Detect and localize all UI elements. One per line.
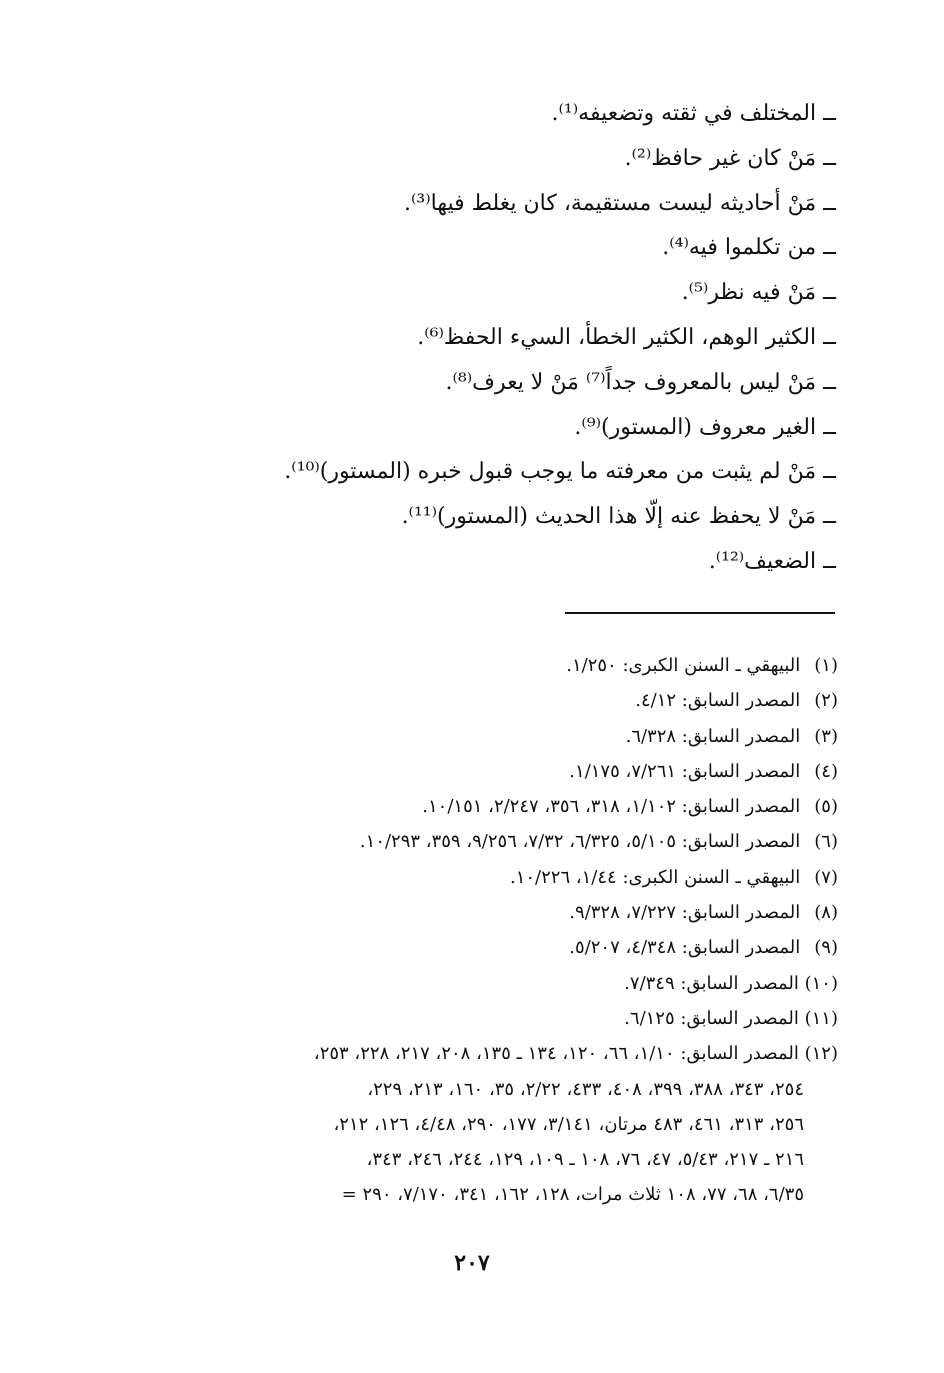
list-item: ــ الضعيف⁽¹²⁾. [708, 548, 836, 574]
footnote-number: (١) [814, 655, 838, 676]
footnote-text: المصدر السابق: ٥/١٠٥، ٦/٣٢٥، ٧/٣٢، ٩/٢٥٦، ٣٥٩، ١٠/٢٩٣. [359, 831, 801, 853]
footnote-text: المصدر السابق: ٧/٢٦١، ١/١٧٥. [569, 760, 801, 782]
list-item: ــ مَنْ كان غير حافظ⁽²⁾. [624, 145, 836, 171]
list-item: ــ من تكلموا فيه⁽⁴⁾. [662, 235, 836, 261]
footnote-text: المصدر السابق: ٤/٣٤٨، ٥/٢٠٧. [569, 937, 801, 959]
list-item: ــ مَنْ لا يحفظ عنه إلّا هذا الحديث (المستور)⁽¹¹⁾. [401, 504, 836, 530]
footnote [98, 966, 838, 1001]
footnote [98, 895, 838, 930]
footnote-text: المصدر السابق: ١/١٠٢، ٣١٨، ٣٥٦، ٢/٢٤٧، ١٠/١٥١. [422, 796, 801, 818]
footnote-text: المصدر السابق: ٤/١٢. [635, 690, 801, 712]
list-item: ــ مَنْ أحاديثه ليست مستقيمة، كان يغلط فيها⁽³⁾. [403, 190, 836, 216]
footnote-continuation: ٦/٣٥، ٦٨، ٧٧، ١٠٨ ثلاث مرات، ١٢٨، ١٦٢، ٣٤١، ٧/١٧٠، ٢٩٠ = [341, 1184, 804, 1206]
footnote [98, 789, 838, 824]
footnote-number: (٧) [814, 866, 838, 888]
footnote [98, 860, 838, 895]
footnote-continuation: ٢٥٦، ٣١٣، ٤٦١، ٤٨٣ مرتان، ٣/١٤١، ١٧٧، ٢٩٠، ٤/٤٨، ١٢٦، ٢١٢، [333, 1113, 804, 1135]
footnote-continuation: ٢٥٤، ٣٤٣، ٣٨٨، ٣٩٩، ٤٠٨، ٤٣٣، ٢/٢٢، ٣٥، ١٦٠، ٢١٣، ٢٢٩، [367, 1078, 804, 1100]
footnote [98, 930, 838, 965]
footnote [98, 1001, 838, 1036]
footnotes-list [98, 648, 838, 1213]
footnote-text: المصدر السابق: ٧/٢٢٧، ٩/٣٢٨. [569, 902, 801, 924]
footnote-number: (٥) [814, 796, 838, 818]
footnote-divider [565, 612, 835, 614]
list-item: ــ مَنْ فيه نظر⁽⁵⁾. [681, 280, 836, 306]
footnote-number: (٨) [814, 902, 838, 924]
footnote-text: البيهقي ـ السنن الكبرى: ١/٤٤، ١٠/٢٢٦. [509, 866, 801, 888]
footnote-text: البيهقي ـ السنن الكبرى: ١/٢٥٠. [566, 655, 801, 676]
footnote-number: (٤) [814, 760, 838, 782]
footnote-number: (٢) [814, 690, 838, 712]
footnote-continuation: ٢١٦ ـ ٢١٧، ٥/٤٣، ٤٧، ٧٦، ١٠٨ ـ ١٠٩، ١٢٩، ٢٤٤، ٢٤٦، ٣٤٣، [366, 1149, 804, 1171]
list-item: ــ الكثير الوهم، الكثير الخطأ، السيء الحفظ⁽⁶⁾. [417, 324, 836, 350]
footnote-number: (١٠) [804, 972, 838, 994]
footnote [98, 719, 838, 754]
footnote [98, 754, 838, 789]
footnote [98, 683, 838, 718]
footnote [98, 1036, 838, 1071]
footnote-number: (٩) [814, 937, 838, 959]
list-item: ــ الغير معروف (المستور)⁽⁹⁾. [574, 414, 836, 440]
list-item: ــ المختلف في ثقته وتضعيفه⁽¹⁾. [551, 101, 836, 126]
footnote-number: (٦) [814, 831, 838, 853]
list-item: ــ مَنْ ليس بالمعروف جداً⁽⁷⁾ مَنْ لا يعرف⁽⁸⁾. [445, 369, 836, 395]
narrator-categories-list [116, 92, 836, 585]
footnote [98, 824, 838, 859]
list-item: ــ مَنْ لم يثبت من معرفته ما يوجب قبول خبره (المستور)⁽¹⁰⁾. [284, 459, 836, 485]
page-number: ٢٠٧ [454, 1250, 490, 1276]
footnote-text: المصدر السابق: ٦/٣٢٨. [625, 725, 801, 747]
footnote-text: المصدر السابق: ٦/١٢٥. [624, 1007, 799, 1029]
footnote-number: (١١) [804, 1007, 838, 1029]
footnote-number: (٣) [814, 725, 838, 747]
footnote-text: المصدر السابق: ١/١٠، ٦٦، ١٢٠، ١٣٤ ـ ١٣٥، ٢٠٨، ٢١٧، ٢٢٨، ٢٥٣، [313, 1043, 799, 1065]
footnote [98, 648, 838, 683]
footnote-text: المصدر السابق: ٧/٣٤٩. [624, 972, 799, 994]
footnote-number: (١٢) [804, 1043, 838, 1065]
